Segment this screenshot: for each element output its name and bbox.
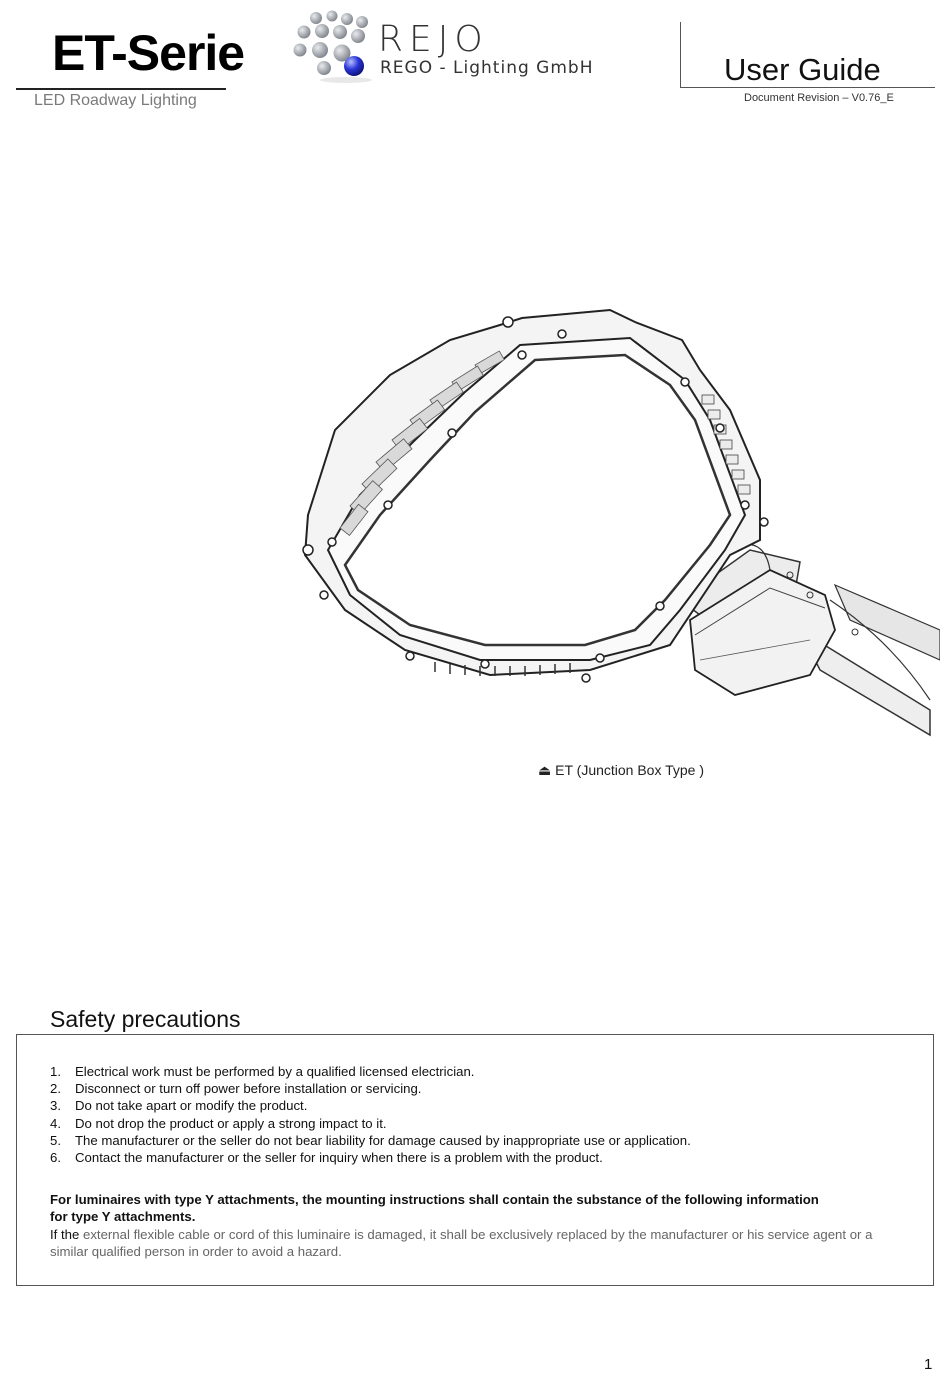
series-subtitle: LED Roadway Lighting: [34, 92, 197, 109]
series-title: ET-Serie: [52, 25, 245, 81]
guide-title: User Guide: [724, 52, 881, 87]
list-item: 5. The manufacturer or the seller do not bear liability for damage caused by inappropriate use or application.: [50, 1132, 691, 1148]
page-number: 1: [924, 1356, 933, 1373]
list-item: 6. Contact the manufacturer or the seller for inquiry when there is a problem with the product.: [50, 1150, 603, 1166]
list-item: 3. Do not take apart or modify the product.: [50, 1098, 308, 1114]
safety-heading: Safety precautions: [50, 1006, 241, 1032]
list-item: 4. Do not drop the product or apply a strong impact to it.: [50, 1115, 387, 1131]
type-y-note-text: If the external flexible cable or cord of this luminaire is damaged, it shall be exclusively replaced by the manufacturer or his service agent or a similar qualified person in order to avoid a hazard.: [50, 1227, 873, 1260]
type-y-note-heading: For luminaires with type Y attachments, the mounting instructions shall contain the substance of the following information for type Y attachments.: [50, 1192, 819, 1225]
list-item: 2. Disconnect or turn off power before installation or servicing.: [50, 1081, 422, 1097]
brand-company: REGO - Lighting GmbH: [380, 58, 594, 78]
document-revision: Document Revision – V0.76_E: [744, 92, 894, 104]
list-item: 1. Electrical work must be performed by a qualified licensed electrician.: [50, 1064, 475, 1079]
header-divider-vertical: [680, 22, 681, 88]
logo-dots-icon: [284, 6, 379, 86]
safety-list: [50, 1063, 910, 1166]
figure-caption: [538, 762, 704, 779]
luminaire-illustration: [290, 300, 940, 740]
caption-text: ET (Junction Box Type ): [555, 762, 705, 778]
header-divider-left: [16, 88, 226, 90]
brand-name: REJO: [378, 19, 489, 60]
eject-triangle-icon: ⏏: [538, 762, 552, 778]
